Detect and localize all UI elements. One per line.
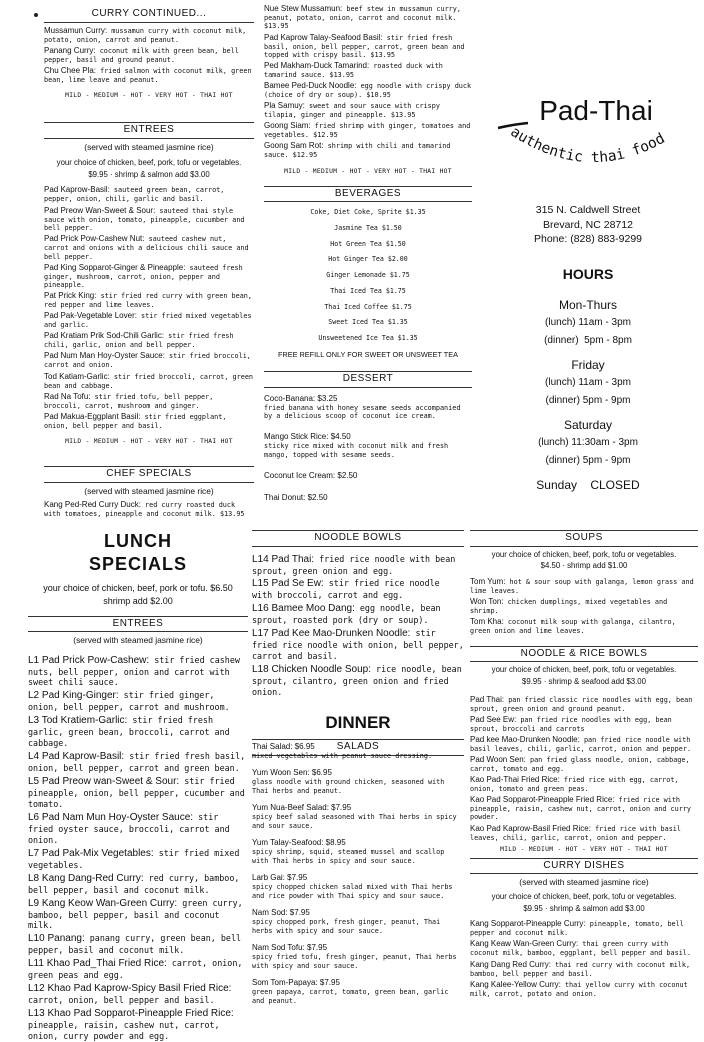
dessert-name: Thai Donut: $2.50 <box>264 493 472 503</box>
item-description: hot & sour soup with galanga, lemon grass and lime leaves. <box>470 578 694 595</box>
curry-served-note: (served with steamed jasmine rice) <box>470 877 698 888</box>
beverage-price: $1.35 <box>406 208 426 216</box>
item-description: fried rice with egg, carrot, onion, tomato and green peas. <box>470 776 679 793</box>
item-description: pan fried classic rice noodles with egg, bean sprout, green onion and ground peanut. <box>470 696 692 713</box>
menu-item <box>44 46 254 64</box>
soups-price: $4.50 · shrimp add $1.00 <box>470 561 698 571</box>
item-name: Won Ton: <box>470 597 504 606</box>
menu-item <box>470 577 698 595</box>
item-name: Kang Kalee-Yellow Curry: <box>470 980 561 989</box>
item-description: stir fried fresh basil, onion, bell pepper, carrot, green bean and topped with crispy basil. $13.95 <box>264 34 465 59</box>
hours-time: (lunch) 11am - 3pm <box>476 377 700 390</box>
item-name: L3 Tod Kratiem-Garlic: <box>28 715 127 726</box>
item-description: fried shrimp with ginger, tomatoes and vegetables. $12.95 <box>264 122 470 139</box>
item-name: Bamee Ped-Duck Noodle: <box>264 81 357 90</box>
soups-list <box>470 577 698 636</box>
menu-item <box>44 412 254 430</box>
beverage-item <box>264 287 472 295</box>
item-name: Chu Chee Pla: <box>44 66 96 75</box>
spice-levels: MILD - MEDIUM - HOT - VERY HOT - THAI HOT <box>44 438 254 446</box>
entrees-list <box>44 185 254 430</box>
item-name: L18 Chicken Noodle Soup: <box>252 664 371 675</box>
curry-price: $9.95 · shrimp & salmon add $3.00 <box>470 904 698 914</box>
item-name: Pad Woon Sen: <box>470 755 526 764</box>
menu-item <box>28 957 248 981</box>
item-description: pan fried rice noodles with egg, bean sprout, broccoli and carrots <box>470 716 672 733</box>
lunch-specials-column <box>28 530 248 1020</box>
salad-description: spicy fried tofu, fresh ginger, peanut, Thai herbs with spicy and sour sauce. <box>252 953 464 970</box>
item-name: Kao Pad Kaprow-Basil Fried Rice: <box>470 824 591 833</box>
beverage-item <box>264 334 472 342</box>
item-description: coconut milk with green bean, bell pepper, basil and ground peanut. <box>44 47 239 64</box>
menu-item <box>44 26 254 44</box>
salad-item <box>252 978 464 1005</box>
item-name: Pad See Ew: <box>470 715 516 724</box>
item-name: Panang Curry: <box>44 46 96 55</box>
item-description: stir fried tofu, bell pepper, broccoli, carrot, mushroom and ginger. <box>44 393 213 410</box>
hours-time: (dinner) 5pm - 8pm <box>476 335 700 348</box>
salad-description: green papaya, carrot, tomato, green bean, garlic and peanut. <box>252 988 464 1005</box>
specials-title: SPECIALS <box>28 553 248 576</box>
item-name: Kang Sopparot-Pineapple Curry: <box>470 919 586 928</box>
item-description: red curry, bamboo, bell pepper, basil and coconut milk. <box>28 873 239 895</box>
address-line-2: Brevard, NC 28712 <box>476 218 700 232</box>
item-description: pan fried glass noodle, onion, cabbage, carrot, tomato and egg. <box>470 756 690 773</box>
salad-description: spicy chopped chicken salad mixed with Thai herbs and rice powder with Thai spicy and sour sauce. <box>252 883 464 900</box>
menu-item <box>470 755 698 773</box>
salad-name: Yum Woon Sen: $6.95 <box>252 768 464 778</box>
menu-item <box>28 872 248 896</box>
item-description: fried salmon with coconut milk, green bean, lime leave and peanut. <box>44 67 252 84</box>
beverage-name: Hot Ginger Tea <box>328 255 384 263</box>
dessert-item <box>264 394 472 421</box>
menu-item <box>470 824 698 842</box>
item-description: panang curry, green bean, bell pepper, basil and coconut milk. <box>28 933 241 955</box>
menu-item <box>28 689 248 713</box>
sunday-closed: Sunday CLOSED <box>476 478 700 493</box>
item-name: Kang Ped-Red Curry Duck: <box>44 500 141 509</box>
top-left-column <box>44 8 254 508</box>
lunch-choice: your choice of chicken, beef, pork or tofu. $6.50 <box>28 583 248 594</box>
menu-item <box>44 185 254 203</box>
soups-choice: your choice of chicken, beef, pork, tofu or vegetables. <box>470 550 698 560</box>
item-name: Nue Stew Mussamun: <box>264 4 342 13</box>
salad-name: Yum Nua-Beef Salad: $7.95 <box>252 803 464 813</box>
entrees-served-note: (served with steamed jasmine rice) <box>44 142 254 153</box>
dessert-description: fried banana with honey sesame seeds accompanied by a delicious scoop of coconut ice cream. <box>264 404 472 421</box>
menu-item <box>470 795 698 822</box>
item-name: L16 Bamee Moo Dang: <box>252 603 355 614</box>
menu-item <box>44 263 254 290</box>
dessert-item <box>264 493 472 503</box>
item-name: L9 Kang Keow Wan-Green Curry: <box>28 898 177 909</box>
noodle-bowls-heading: NOODLE BOWLS <box>252 530 464 547</box>
menu-item <box>44 291 254 309</box>
item-description: stir fried rice noodle with onion, bell pepper, carrot and basil. <box>252 628 464 661</box>
item-name: L15 Pad Se Ew: <box>252 578 324 589</box>
specials-list <box>264 4 472 160</box>
item-name: Pla Samuy: <box>264 101 305 110</box>
item-description: thai yellow curry with coconut milk, carrot, potato and onion. <box>470 981 688 998</box>
salad-item <box>252 838 464 865</box>
item-name: Kao Pad-Thai Fried Rice: <box>470 775 560 784</box>
salad-name: Larb Gai: $7.95 <box>252 873 464 883</box>
item-description: stir fried pineapple, onion, bell pepper, cucumber and tomato. <box>28 776 245 809</box>
item-description: carrot, onion, bell pepper and basil. <box>28 995 215 1005</box>
salad-item <box>252 873 464 900</box>
salad-description: spicy shrimp, squid, steamed mussel and scallop with Thai herbs in spicy and sour sauce. <box>252 848 464 865</box>
item-description: stir fried rice noodle with broccoli, carrot and egg. <box>252 578 440 600</box>
item-description: stir fried broccoli, carrot and onion. <box>44 352 251 369</box>
item-description: thai red curry with coconut milk, bamboo, bell pepper and basil. <box>470 961 690 978</box>
item-description: stir fried ginger, onion, bell pepper, carrot and mushroom. <box>28 690 230 712</box>
menu-item <box>470 775 698 793</box>
menu-item <box>470 980 698 998</box>
noodle-rice-choice: your choice of chicken, beef, pork, tofu or vegetables. <box>470 665 698 675</box>
item-description: pineapple, tomato, bell pepper and coconut milk. <box>470 920 684 937</box>
menu-item <box>470 919 698 937</box>
curry-dishes-list <box>470 919 698 998</box>
item-name: Pad kee Mao-Drunken Noodle: <box>470 735 580 744</box>
item-description: sauteed fresh ginger, mushroom, carrot, onion, pepper and pineapple. <box>44 264 243 289</box>
menu-item <box>44 66 254 84</box>
lunch-title: LUNCH <box>28 530 248 553</box>
menu-item <box>264 33 472 60</box>
beverage-name: Unsweetened Ice Tea <box>318 334 393 342</box>
menu-item <box>264 61 472 79</box>
salad-description: spicy beef salad seasoned with Thai herbs in spicy and sour sauce. <box>252 813 464 830</box>
item-name: Rad Na Tofu: <box>44 392 91 401</box>
menu-item <box>264 141 472 159</box>
item-name: L5 Pad Preow wan-Sweet & Sour: <box>28 776 179 787</box>
salad-name: Nam Sod: $7.95 <box>252 908 464 918</box>
phone-number: Phone: (828) 883-9299 <box>476 232 700 246</box>
curry-continued-heading: CURRY CONTINUED... <box>44 8 254 23</box>
item-description: pan fried rice noodle with basil leaves, chili, garlic, carrot, onion and pepper. <box>470 736 691 753</box>
item-name: L13 Khao Pad Sopparot-Pineapple Fried Rice: <box>28 1008 234 1019</box>
salad-description: spicy chopped pork, fresh ginger, peanut, Thai herbs with spicy and sour sauce. <box>252 918 464 935</box>
beverage-price: $1.75 <box>386 287 406 295</box>
item-name: L14 Pad Thai: <box>252 554 314 565</box>
item-description: stir fried fresh garlic, green bean, broccoli, carrot and cabbage. <box>28 715 230 748</box>
entrees-price: $9.95 · shrimp & salmon add $3.00 <box>44 170 254 180</box>
bullet-dot <box>34 13 38 17</box>
item-description: green curry, bamboo, bell pepper, basil and coconut milk. <box>28 898 243 931</box>
hours-time: (dinner) 5pm - 9pm <box>476 455 700 468</box>
curry-continued-list <box>44 26 254 85</box>
salad-name: Som Tom-Papaya: $7.95 <box>252 978 464 988</box>
chef-specials-list <box>44 500 254 518</box>
menu-item <box>470 597 698 615</box>
logo-text: Pad-Thai <box>539 95 653 126</box>
item-name: Mussamun Curry: <box>44 26 107 35</box>
beverage-price: $1.50 <box>386 240 406 248</box>
item-description: shrimp with chili and tamarind sauce. $12.95 <box>264 142 450 159</box>
item-name: Pat Prick King: <box>44 291 96 300</box>
beverage-price: $1.35 <box>388 318 408 326</box>
beverage-name: Jasmine Tea <box>334 224 378 232</box>
item-name: L6 Pad Nam Mun Hoy-Oyster Sauce: <box>28 812 193 823</box>
menu-item <box>28 847 248 871</box>
item-name: Ped Makham-Duck Tamarind: <box>264 61 369 70</box>
item-description: stir fried oyster sauce, broccoli, carrot and onion. <box>28 812 230 845</box>
menu-item <box>28 811 248 846</box>
bottom-right-column <box>470 530 698 1022</box>
menu-item <box>252 577 464 601</box>
salad-item <box>252 803 464 830</box>
item-description: stir fried mixed vegetables. <box>28 848 239 870</box>
item-description: stir fried fresh chili, garlic, onion and bell pepper. <box>44 332 234 349</box>
lunch-list <box>28 654 248 1042</box>
lunch-served-note: (served with steamed jasmine rice) <box>28 635 248 646</box>
beverage-name: Coke, Diet Coke, Sprite <box>310 208 401 216</box>
menu-item <box>264 101 472 119</box>
salads-column <box>252 742 464 1022</box>
item-description: red curry roasted duck with tomatoes, pineapple and coconut milk. $13.95 <box>44 501 245 518</box>
item-name: Kang Keaw Wan-Green Curry: <box>470 939 578 948</box>
beverage-price: $1.50 <box>382 224 402 232</box>
salad-name: Thai Salad: $6.95 <box>252 742 464 752</box>
item-name: L2 Pad King-Ginger: <box>28 690 119 701</box>
menu-item <box>44 372 254 390</box>
menu-item <box>44 311 254 329</box>
restaurant-info <box>476 70 700 510</box>
item-name: Pad Prick Pow-Cashew Nut: <box>44 234 144 243</box>
beverage-name: Ginger Lemonade <box>326 271 386 279</box>
salad-name: Nam Sod Tofu: $7.95 <box>252 943 464 953</box>
item-description: stir fried broccoli, carrot, green bean and cabbage. <box>44 373 253 390</box>
beverage-price: $1.75 <box>390 271 410 279</box>
item-name: Goong Sam Rot: <box>264 141 324 150</box>
item-description: egg noodle with crispy duck (choice of dry or soup). $10.95 <box>264 82 471 99</box>
menu-item <box>252 663 464 698</box>
menu-item <box>252 602 464 626</box>
curry-choice: your choice of chicken, beef, pork, tofu or vegetables. <box>470 892 698 902</box>
beverage-price: $2.00 <box>388 255 408 263</box>
item-name: Tom Kha: <box>470 617 504 626</box>
salad-description: mixed vegetables with peanut sauce dressing. <box>252 752 464 760</box>
item-description: sauteed cashew nut, carrot and onions with a delicious chili sauce and bell pepper. <box>44 235 249 260</box>
spice-levels: MILD - MEDIUM - HOT - VERY HOT - THAI HOT <box>44 92 254 100</box>
item-description: carrot, onion, green peas and egg. <box>28 958 242 980</box>
refill-note: FREE REFILL ONLY FOR SWEET OR UNSWEET TEA <box>264 350 472 359</box>
noodle-rice-price: $9.95 · shrimp & seafood add $3.00 <box>470 677 698 687</box>
hours-time: (dinner) 5pm - 9pm <box>476 395 700 408</box>
item-description: thai green curry with coconut milk, bamboo, eggplant, bell pepper and basil. <box>470 940 691 957</box>
noodle-bowls-list <box>252 553 464 698</box>
item-description: stir fried red curry with green bean, red pepper and lime leaves. <box>44 292 252 309</box>
menu-item <box>28 750 248 774</box>
dessert-name: Coconut Ice Cream: $2.50 <box>264 471 472 481</box>
noodle-rice-heading: NOODLE & RICE BOWLS <box>470 646 698 663</box>
entrees-choice: your choice of chicken, beef, pork, tofu or vegetables. <box>44 158 254 168</box>
item-name: Kang Dang Red Curry: <box>470 960 551 969</box>
menu-item <box>264 121 472 139</box>
item-description: stir fried cashew nuts, bell pepper, onion and carrot with sweet chili sauce. <box>28 655 240 688</box>
item-description: mussamun curry with coconut milk, potato, onion, carrot and peanut. <box>44 27 246 44</box>
item-description: stir fried eggplant, onion, bell pepper and basil. <box>44 413 226 430</box>
salad-item <box>252 742 464 760</box>
beverage-item <box>264 208 472 216</box>
hours-list <box>476 298 700 468</box>
dessert-item <box>264 432 472 459</box>
noodle-rice-list <box>470 695 698 842</box>
lunch-shrimp: shrimp add $2.00 <box>28 596 248 607</box>
item-name: L12 Khao Pad Kaprow-Spicy Basil Fried Rice: <box>28 983 231 994</box>
hours-day: Friday <box>476 358 700 373</box>
beverage-name: Sweet Iced Tea <box>328 318 384 326</box>
item-description: chicken dumplings, mixed vegetables and shrimp. <box>470 598 667 615</box>
hours-day: Saturday <box>476 418 700 433</box>
beverage-item <box>264 224 472 232</box>
item-description: sweet and sour sauce with crispy tilapia, ginger and pineapple. $13.95 <box>264 102 440 119</box>
menu-item <box>28 775 248 810</box>
menu-item <box>470 715 698 733</box>
item-name: L10 Panang: <box>28 933 85 944</box>
menu-item <box>470 617 698 635</box>
hours-time: (lunch) 11am - 3pm <box>476 317 700 330</box>
item-name: Pad Preow Wan-Sweet & Sour: <box>44 206 155 215</box>
soups-heading: SOUPS <box>470 530 698 547</box>
item-description: egg noodle, bean sprout, roasted pork (dry or soup). <box>252 603 441 625</box>
salads-heading: SALADS <box>252 739 464 756</box>
item-name: L11 Khao Pad_Thai Fried Rice: <box>28 958 167 969</box>
curry-dishes-heading: CURRY DISHES <box>470 858 698 875</box>
menu-item <box>264 4 472 31</box>
menu-item <box>470 960 698 978</box>
item-name: L17 Pad Kee Mao-Drunken Noodle: <box>252 628 410 639</box>
salad-item <box>252 768 464 795</box>
spice-levels: MILD - MEDIUM - HOT - VERY HOT - THAI HOT <box>264 168 472 176</box>
item-name: L4 Pad Kaprow-Basil: <box>28 751 124 762</box>
menu-item <box>28 897 248 932</box>
menu-item <box>28 1007 248 1042</box>
beverage-name: Thai Iced Coffee <box>324 303 388 311</box>
beverage-name: Hot Green Tea <box>330 240 382 248</box>
salad-item <box>252 943 464 970</box>
menu-item <box>252 627 464 662</box>
beverage-item <box>264 271 472 279</box>
hours-time: (lunch) 11:30am - 3pm <box>476 437 700 450</box>
logo-tagline: authentic thai food <box>508 124 668 166</box>
item-name: L7 Pad Pak-Mix Vegetables: <box>28 848 154 859</box>
menu-item <box>470 735 698 753</box>
item-description: beef stew in mussamun curry, peanut, potato, onion, carrot and coconut milk. $13.95 <box>264 5 461 30</box>
item-name: Pad Makua-Eggplant Basil: <box>44 412 141 421</box>
top-middle-column <box>264 4 472 504</box>
dessert-item <box>264 471 472 481</box>
salads-list <box>252 742 464 1005</box>
logo-swoosh <box>498 123 528 128</box>
item-name: Pad King Sopparot-Ginger & Pineapple: <box>44 263 185 272</box>
address-line-1: 315 N. Caldwell Street <box>476 203 700 217</box>
dessert-name: Mango Stick Rice: $4.50 <box>264 432 472 442</box>
item-description: stir fried mixed vegetables and garlic. <box>44 312 252 329</box>
item-description: sauteed thai style sauce with onion, tomato, pineapple, cucumber and bell pepper. <box>44 207 245 232</box>
lunch-entrees-heading: ENTREES <box>28 616 248 633</box>
dessert-name: Coco-Banana: $3.25 <box>264 394 472 404</box>
entrees-heading: ENTREES <box>44 122 254 139</box>
chef-specials-heading: CHEF SPECIALS <box>44 466 254 483</box>
item-description: sauteed green bean, carrot, pepper, onion, chili, garlic and basil. <box>44 186 224 203</box>
item-description: fried rice noodle with bean sprout, green onion and egg. <box>252 554 455 576</box>
item-description: roasted duck with tamarind sauce. $13.95 <box>264 62 443 79</box>
menu-item <box>470 695 698 713</box>
menu-item <box>470 939 698 957</box>
hours-heading: HOURS <box>476 266 700 284</box>
salad-description: glass noodle with ground chicken, seasoned with Thai herbs and peanut. <box>252 778 464 795</box>
dessert-heading: DESSERT <box>264 371 472 388</box>
item-name: Pad Num Man Hoy-Oyster Sauce: <box>44 351 165 360</box>
item-name: Tod Katiam-Garlic: <box>44 372 110 381</box>
menu-item <box>44 351 254 369</box>
beverage-name: Thai Iced Tea <box>330 287 382 295</box>
item-description: fried rice with pineapple, raisin, cashew nut, carrot, onion and curry powder. <box>470 796 691 821</box>
chef-served-note: (served with steamed jasmine rice) <box>44 486 254 497</box>
item-name: Tom Yum: <box>470 577 505 586</box>
beverage-item <box>264 303 472 311</box>
beverage-price: $1.35 <box>398 334 418 342</box>
dinner-title: DINNER <box>252 712 464 733</box>
dessert-list <box>264 394 472 504</box>
dessert-description: sticky rice mixed with coconut milk and fresh mango, topped with sesame seeds. <box>264 442 472 459</box>
item-name: L1 Pad Prick Pow-Cashew: <box>28 655 149 666</box>
beverages-list <box>264 208 472 342</box>
item-name: Pad Thai: <box>470 695 504 704</box>
hours-day: Mon-Thurs <box>476 298 700 313</box>
item-name: Pad Kratiam Prik Sod-Chili Garlic: <box>44 331 164 340</box>
menu-item <box>252 553 464 577</box>
item-name: Pad Pak-Vegetable Lover: <box>44 311 137 320</box>
beverage-item <box>264 255 472 263</box>
beverages-heading: BEVERAGES <box>264 186 472 203</box>
item-name: Pad Kaprow Talay-Seafood Basil: <box>264 33 383 42</box>
menu-item <box>28 932 248 956</box>
menu-item <box>28 654 248 689</box>
salad-name: Yum Talay-Seafood: $8.95 <box>252 838 464 848</box>
menu-item <box>44 500 254 518</box>
spice-levels: MILD - MEDIUM - HOT - VERY HOT - THAI HOT <box>470 846 698 854</box>
menu-item <box>28 982 248 1006</box>
menu-item <box>44 206 254 233</box>
item-name: Kao Pad Sopparot-Pineapple Fried Rice: <box>470 795 615 804</box>
item-description: pineapple, raisin, cashew nut, carrot, onion, curry powder and egg. <box>28 1020 220 1041</box>
menu-item <box>28 714 248 749</box>
menu-item <box>44 392 254 410</box>
menu-item <box>44 331 254 349</box>
beverage-item <box>264 240 472 248</box>
salad-item <box>252 908 464 935</box>
menu-item <box>264 81 472 99</box>
item-name: Goong Siam: <box>264 121 311 130</box>
item-name: Pad Kaprow-Basil: <box>44 185 110 194</box>
item-description: stir fried fresh basil, onion, bell pepper, carrot and green bean. <box>28 751 245 773</box>
menu-item <box>44 234 254 261</box>
item-description: coconut milk soup with galanga, cilantro, green onion and lime leaves. <box>470 618 676 635</box>
item-description: rice noodle, bean sprout, cilantro, green onion and fried onion. <box>252 664 462 697</box>
item-name: L8 Kang Dang-Red Curry: <box>28 873 144 884</box>
item-description: fried rice with basil leaves, chili, garlic, carrot, onion and pepper. <box>470 825 681 842</box>
beverage-item <box>264 318 472 326</box>
beverage-price: $1.75 <box>392 303 412 311</box>
pad-thai-logo <box>476 70 700 190</box>
